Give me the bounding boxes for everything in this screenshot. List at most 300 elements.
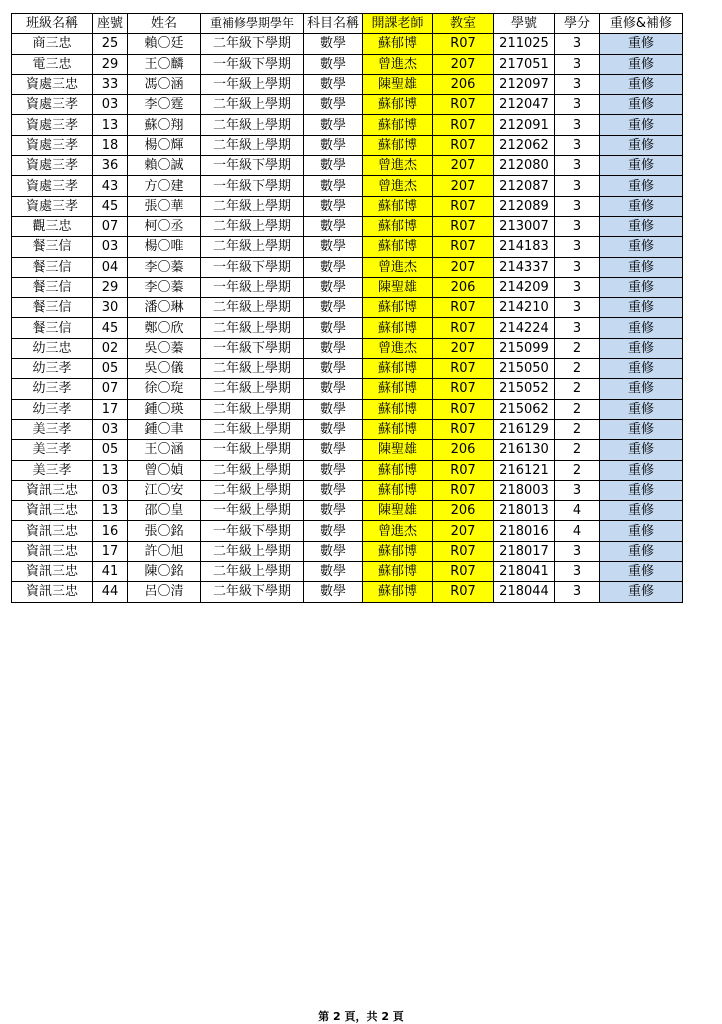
cell-teacher: 蘇郁博 xyxy=(363,480,433,500)
cell-retake-semester: 二年級上學期 xyxy=(201,359,304,379)
cell-credits: 3 xyxy=(555,115,600,135)
cell-subject: 數學 xyxy=(304,115,363,135)
cell-classroom: 207 xyxy=(433,257,494,277)
table-row xyxy=(12,419,683,439)
cell-credits: 3 xyxy=(555,34,600,54)
cell-credits: 3 xyxy=(555,176,600,196)
cell-credits: 2 xyxy=(555,359,600,379)
cell-student-name: 蘇〇翔 xyxy=(128,115,201,135)
cell-subject: 數學 xyxy=(304,216,363,236)
cell-student-name: 馮〇涵 xyxy=(128,74,201,94)
table-row xyxy=(12,480,683,500)
cell-retake-type: 重修 xyxy=(600,359,683,379)
table-row xyxy=(12,338,683,358)
cell-classroom: R07 xyxy=(433,399,494,419)
cell-retake-semester: 二年級上學期 xyxy=(201,216,304,236)
cell-student-name: 潘〇琳 xyxy=(128,298,201,318)
cell-retake-type: 重修 xyxy=(600,440,683,460)
cell-retake-semester: 一年級下學期 xyxy=(201,257,304,277)
cell-credits: 3 xyxy=(555,74,600,94)
cell-retake-type: 重修 xyxy=(600,176,683,196)
cell-retake-semester: 一年級下學期 xyxy=(201,156,304,176)
cell-subject: 數學 xyxy=(304,460,363,480)
cell-class-name: 資處三忠 xyxy=(12,74,93,94)
cell-classroom: R07 xyxy=(433,95,494,115)
cell-teacher: 蘇郁博 xyxy=(363,196,433,216)
cell-teacher: 蘇郁博 xyxy=(363,582,433,602)
cell-teacher: 陳聖雄 xyxy=(363,277,433,297)
cell-student-name: 王〇涵 xyxy=(128,440,201,460)
cell-retake-type: 重修 xyxy=(600,298,683,318)
cell-student-name: 鍾〇瑛 xyxy=(128,399,201,419)
cell-class-name: 資處三孝 xyxy=(12,95,93,115)
table-row xyxy=(12,196,683,216)
cell-classroom: R07 xyxy=(433,460,494,480)
cell-student-id: 214337 xyxy=(494,257,555,277)
cell-retake-type: 重修 xyxy=(600,237,683,257)
cell-retake-semester: 二年級上學期 xyxy=(201,419,304,439)
cell-student-id: 212062 xyxy=(494,135,555,155)
cell-student-id: 218044 xyxy=(494,582,555,602)
cell-class-name: 資處三孝 xyxy=(12,115,93,135)
cell-retake-type: 重修 xyxy=(600,196,683,216)
cell-classroom: R07 xyxy=(433,196,494,216)
table-row xyxy=(12,521,683,541)
table-row xyxy=(12,95,683,115)
cell-seat-number: 05 xyxy=(93,440,128,460)
cell-teacher: 曾進杰 xyxy=(363,156,433,176)
cell-seat-number: 13 xyxy=(93,460,128,480)
cell-student-id: 214209 xyxy=(494,277,555,297)
cell-retake-type: 重修 xyxy=(600,135,683,155)
cell-student-id: 218017 xyxy=(494,541,555,561)
table-row xyxy=(12,216,683,236)
cell-classroom: 206 xyxy=(433,501,494,521)
cell-retake-semester: 一年級下學期 xyxy=(201,54,304,74)
cell-classroom: R07 xyxy=(433,480,494,500)
cell-subject: 數學 xyxy=(304,54,363,74)
cell-retake-type: 重修 xyxy=(600,501,683,521)
cell-subject: 數學 xyxy=(304,237,363,257)
cell-retake-type: 重修 xyxy=(600,257,683,277)
cell-student-id: 212089 xyxy=(494,196,555,216)
cell-classroom: R07 xyxy=(433,34,494,54)
cell-teacher: 曾進杰 xyxy=(363,521,433,541)
cell-student-id: 212087 xyxy=(494,176,555,196)
cell-teacher: 蘇郁博 xyxy=(363,34,433,54)
cell-class-name: 幼三孝 xyxy=(12,379,93,399)
cell-seat-number: 03 xyxy=(93,237,128,257)
cell-class-name: 資訊三忠 xyxy=(12,541,93,561)
roster-body xyxy=(12,34,683,602)
cell-subject: 數學 xyxy=(304,582,363,602)
cell-student-name: 邵〇皇 xyxy=(128,501,201,521)
cell-seat-number: 03 xyxy=(93,419,128,439)
cell-retake-semester: 二年級上學期 xyxy=(201,460,304,480)
cell-classroom: R07 xyxy=(433,379,494,399)
header-student-name: 姓名 xyxy=(128,14,201,34)
table-row xyxy=(12,379,683,399)
table-row xyxy=(12,359,683,379)
table-row xyxy=(12,34,683,54)
cell-teacher: 蘇郁博 xyxy=(363,419,433,439)
cell-class-name: 資訊三忠 xyxy=(12,501,93,521)
cell-teacher: 蘇郁博 xyxy=(363,379,433,399)
cell-subject: 數學 xyxy=(304,257,363,277)
cell-classroom: 207 xyxy=(433,338,494,358)
cell-credits: 4 xyxy=(555,501,600,521)
cell-retake-type: 重修 xyxy=(600,277,683,297)
cell-credits: 3 xyxy=(555,562,600,582)
cell-student-name: 楊〇輝 xyxy=(128,135,201,155)
table-row xyxy=(12,176,683,196)
cell-retake-semester: 二年級下學期 xyxy=(201,582,304,602)
table-row xyxy=(12,237,683,257)
cell-credits: 2 xyxy=(555,338,600,358)
cell-credits: 3 xyxy=(555,156,600,176)
cell-seat-number: 18 xyxy=(93,135,128,155)
cell-classroom: 207 xyxy=(433,54,494,74)
cell-class-name: 美三孝 xyxy=(12,440,93,460)
cell-class-name: 資處三孝 xyxy=(12,176,93,196)
cell-class-name: 資訊三忠 xyxy=(12,562,93,582)
cell-student-id: 218041 xyxy=(494,562,555,582)
cell-student-id: 218013 xyxy=(494,501,555,521)
cell-student-name: 賴〇誠 xyxy=(128,156,201,176)
cell-class-name: 餐三信 xyxy=(12,257,93,277)
cell-teacher: 曾進杰 xyxy=(363,54,433,74)
cell-seat-number: 43 xyxy=(93,176,128,196)
cell-student-name: 賴〇廷 xyxy=(128,34,201,54)
cell-seat-number: 13 xyxy=(93,501,128,521)
cell-student-id: 216130 xyxy=(494,440,555,460)
cell-retake-type: 重修 xyxy=(600,338,683,358)
cell-student-name: 江〇安 xyxy=(128,480,201,500)
cell-classroom: R07 xyxy=(433,419,494,439)
table-row xyxy=(12,257,683,277)
cell-class-name: 電三忠 xyxy=(12,54,93,74)
cell-student-name: 李〇霆 xyxy=(128,95,201,115)
cell-subject: 數學 xyxy=(304,298,363,318)
cell-retake-semester: 二年級上學期 xyxy=(201,399,304,419)
cell-seat-number: 30 xyxy=(93,298,128,318)
cell-retake-type: 重修 xyxy=(600,521,683,541)
cell-seat-number: 07 xyxy=(93,379,128,399)
cell-student-id: 214224 xyxy=(494,318,555,338)
cell-classroom: 206 xyxy=(433,74,494,94)
cell-student-name: 曾〇媜 xyxy=(128,460,201,480)
cell-student-name: 李〇蓁 xyxy=(128,257,201,277)
cell-student-name: 方〇建 xyxy=(128,176,201,196)
page-footer: 第 2 頁，共 2 頁 xyxy=(318,1010,404,1023)
cell-classroom: 206 xyxy=(433,277,494,297)
cell-student-id: 218003 xyxy=(494,480,555,500)
cell-subject: 數學 xyxy=(304,277,363,297)
cell-credits: 3 xyxy=(555,257,600,277)
cell-class-name: 美三孝 xyxy=(12,460,93,480)
cell-classroom: R07 xyxy=(433,115,494,135)
cell-retake-semester: 二年級上學期 xyxy=(201,541,304,561)
cell-student-name: 吳〇蓁 xyxy=(128,338,201,358)
cell-classroom: R07 xyxy=(433,582,494,602)
cell-classroom: 206 xyxy=(433,440,494,460)
cell-retake-semester: 二年級上學期 xyxy=(201,135,304,155)
cell-subject: 數學 xyxy=(304,440,363,460)
cell-student-id: 212080 xyxy=(494,156,555,176)
cell-classroom: 207 xyxy=(433,521,494,541)
cell-student-name: 徐〇琁 xyxy=(128,379,201,399)
cell-teacher: 蘇郁博 xyxy=(363,541,433,561)
cell-seat-number: 29 xyxy=(93,54,128,74)
cell-teacher: 蘇郁博 xyxy=(363,115,433,135)
cell-retake-type: 重修 xyxy=(600,541,683,561)
cell-classroom: R07 xyxy=(433,562,494,582)
cell-student-id: 215052 xyxy=(494,379,555,399)
cell-retake-type: 重修 xyxy=(600,54,683,74)
cell-classroom: R07 xyxy=(433,541,494,561)
table-row xyxy=(12,298,683,318)
header-retake-semester: 重補修學期學年 xyxy=(201,14,304,34)
cell-retake-semester: 二年級上學期 xyxy=(201,115,304,135)
cell-student-name: 吳〇儀 xyxy=(128,359,201,379)
cell-class-name: 幼三孝 xyxy=(12,359,93,379)
cell-credits: 3 xyxy=(555,318,600,338)
cell-retake-semester: 二年級上學期 xyxy=(201,95,304,115)
cell-retake-semester: 一年級上學期 xyxy=(201,277,304,297)
cell-retake-semester: 一年級上學期 xyxy=(201,440,304,460)
cell-seat-number: 17 xyxy=(93,541,128,561)
cell-subject: 數學 xyxy=(304,135,363,155)
cell-teacher: 蘇郁博 xyxy=(363,237,433,257)
table-row xyxy=(12,440,683,460)
cell-teacher: 蘇郁博 xyxy=(363,399,433,419)
retake-roster-table xyxy=(11,13,683,603)
cell-teacher: 蘇郁博 xyxy=(363,359,433,379)
cell-credits: 3 xyxy=(555,582,600,602)
cell-retake-type: 重修 xyxy=(600,74,683,94)
cell-retake-semester: 二年級下學期 xyxy=(201,34,304,54)
cell-credits: 3 xyxy=(555,298,600,318)
cell-class-name: 觀三忠 xyxy=(12,216,93,236)
cell-teacher: 蘇郁博 xyxy=(363,216,433,236)
cell-seat-number: 04 xyxy=(93,257,128,277)
cell-seat-number: 17 xyxy=(93,399,128,419)
cell-retake-semester: 二年級上學期 xyxy=(201,318,304,338)
cell-retake-semester: 二年級上學期 xyxy=(201,298,304,318)
cell-retake-semester: 一年級下學期 xyxy=(201,521,304,541)
cell-student-id: 211025 xyxy=(494,34,555,54)
cell-retake-semester: 二年級上學期 xyxy=(201,480,304,500)
cell-classroom: R07 xyxy=(433,135,494,155)
cell-teacher: 陳聖雄 xyxy=(363,74,433,94)
cell-student-name: 陳〇銘 xyxy=(128,562,201,582)
cell-subject: 數學 xyxy=(304,34,363,54)
cell-seat-number: 13 xyxy=(93,115,128,135)
cell-retake-semester: 二年級上學期 xyxy=(201,562,304,582)
cell-seat-number: 03 xyxy=(93,95,128,115)
cell-subject: 數學 xyxy=(304,399,363,419)
cell-classroom: R07 xyxy=(433,298,494,318)
cell-classroom: R07 xyxy=(433,359,494,379)
cell-class-name: 資訊三忠 xyxy=(12,582,93,602)
cell-classroom: R07 xyxy=(433,237,494,257)
header-seat-number: 座號 xyxy=(93,14,128,34)
cell-class-name: 資訊三忠 xyxy=(12,521,93,541)
cell-student-id: 218016 xyxy=(494,521,555,541)
cell-subject: 數學 xyxy=(304,318,363,338)
cell-classroom: 207 xyxy=(433,176,494,196)
cell-subject: 數學 xyxy=(304,541,363,561)
cell-seat-number: 45 xyxy=(93,318,128,338)
cell-teacher: 陳聖雄 xyxy=(363,440,433,460)
table-row xyxy=(12,156,683,176)
table-row xyxy=(12,54,683,74)
cell-subject: 數學 xyxy=(304,419,363,439)
table-row xyxy=(12,318,683,338)
cell-student-name: 張〇銘 xyxy=(128,521,201,541)
cell-credits: 2 xyxy=(555,440,600,460)
cell-student-id: 215050 xyxy=(494,359,555,379)
cell-credits: 2 xyxy=(555,379,600,399)
cell-seat-number: 25 xyxy=(93,34,128,54)
header-credits: 學分 xyxy=(555,14,600,34)
cell-subject: 數學 xyxy=(304,74,363,94)
cell-classroom: 207 xyxy=(433,156,494,176)
cell-subject: 數學 xyxy=(304,95,363,115)
cell-subject: 數學 xyxy=(304,176,363,196)
cell-class-name: 餐三信 xyxy=(12,298,93,318)
cell-subject: 數學 xyxy=(304,196,363,216)
cell-student-id: 213007 xyxy=(494,216,555,236)
cell-student-name: 鄭〇欣 xyxy=(128,318,201,338)
cell-retake-type: 重修 xyxy=(600,399,683,419)
table-header-row xyxy=(12,14,683,34)
cell-seat-number: 44 xyxy=(93,582,128,602)
header-subject: 科目名稱 xyxy=(304,14,363,34)
table-row xyxy=(12,562,683,582)
cell-classroom: R07 xyxy=(433,216,494,236)
cell-subject: 數學 xyxy=(304,521,363,541)
cell-teacher: 曾進杰 xyxy=(363,338,433,358)
cell-retake-type: 重修 xyxy=(600,562,683,582)
cell-student-id: 215062 xyxy=(494,399,555,419)
cell-credits: 3 xyxy=(555,216,600,236)
cell-student-id: 214210 xyxy=(494,298,555,318)
cell-credits: 3 xyxy=(555,480,600,500)
cell-retake-type: 重修 xyxy=(600,34,683,54)
cell-student-name: 呂〇清 xyxy=(128,582,201,602)
header-classroom: 教室 xyxy=(433,14,494,34)
cell-teacher: 蘇郁博 xyxy=(363,298,433,318)
header-retake-type: 重修&補修 xyxy=(600,14,683,34)
cell-student-id: 214183 xyxy=(494,237,555,257)
cell-student-name: 柯〇丞 xyxy=(128,216,201,236)
cell-teacher: 曾進杰 xyxy=(363,257,433,277)
cell-retake-semester: 二年級上學期 xyxy=(201,196,304,216)
cell-retake-type: 重修 xyxy=(600,318,683,338)
cell-student-name: 張〇華 xyxy=(128,196,201,216)
cell-retake-semester: 一年級上學期 xyxy=(201,74,304,94)
header-teacher: 開課老師 xyxy=(363,14,433,34)
cell-teacher: 曾進杰 xyxy=(363,176,433,196)
cell-credits: 4 xyxy=(555,521,600,541)
cell-class-name: 幼三孝 xyxy=(12,399,93,419)
cell-classroom: R07 xyxy=(433,318,494,338)
cell-credits: 3 xyxy=(555,135,600,155)
cell-student-name: 李〇蓁 xyxy=(128,277,201,297)
cell-subject: 數學 xyxy=(304,379,363,399)
cell-seat-number: 33 xyxy=(93,74,128,94)
cell-seat-number: 16 xyxy=(93,521,128,541)
table-row xyxy=(12,582,683,602)
cell-student-name: 鍾〇聿 xyxy=(128,419,201,439)
cell-retake-type: 重修 xyxy=(600,216,683,236)
cell-credits: 2 xyxy=(555,399,600,419)
cell-teacher: 蘇郁博 xyxy=(363,460,433,480)
table-row xyxy=(12,74,683,94)
cell-class-name: 資訊三忠 xyxy=(12,480,93,500)
cell-student-name: 許〇旭 xyxy=(128,541,201,561)
cell-class-name: 美三孝 xyxy=(12,419,93,439)
cell-teacher: 蘇郁博 xyxy=(363,318,433,338)
cell-credits: 2 xyxy=(555,419,600,439)
cell-subject: 數學 xyxy=(304,501,363,521)
cell-seat-number: 41 xyxy=(93,562,128,582)
header-class-name: 班級名稱 xyxy=(12,14,93,34)
cell-seat-number: 29 xyxy=(93,277,128,297)
table-row xyxy=(12,399,683,419)
table-row xyxy=(12,277,683,297)
cell-retake-type: 重修 xyxy=(600,156,683,176)
cell-teacher: 蘇郁博 xyxy=(363,95,433,115)
cell-credits: 2 xyxy=(555,460,600,480)
cell-class-name: 餐三信 xyxy=(12,237,93,257)
cell-student-name: 王〇麟 xyxy=(128,54,201,74)
cell-credits: 3 xyxy=(555,541,600,561)
cell-class-name: 資處三孝 xyxy=(12,135,93,155)
cell-seat-number: 05 xyxy=(93,359,128,379)
cell-class-name: 資處三孝 xyxy=(12,156,93,176)
cell-seat-number: 02 xyxy=(93,338,128,358)
cell-retake-type: 重修 xyxy=(600,582,683,602)
cell-retake-type: 重修 xyxy=(600,419,683,439)
cell-credits: 3 xyxy=(555,196,600,216)
cell-subject: 數學 xyxy=(304,338,363,358)
cell-class-name: 商三忠 xyxy=(12,34,93,54)
cell-credits: 3 xyxy=(555,277,600,297)
cell-credits: 3 xyxy=(555,95,600,115)
cell-retake-type: 重修 xyxy=(600,379,683,399)
cell-class-name: 餐三信 xyxy=(12,277,93,297)
cell-credits: 3 xyxy=(555,54,600,74)
cell-subject: 數學 xyxy=(304,480,363,500)
cell-subject: 數學 xyxy=(304,156,363,176)
table-row xyxy=(12,135,683,155)
cell-retake-semester: 一年級下學期 xyxy=(201,338,304,358)
cell-seat-number: 03 xyxy=(93,480,128,500)
cell-teacher: 蘇郁博 xyxy=(363,135,433,155)
cell-student-id: 212091 xyxy=(494,115,555,135)
cell-seat-number: 07 xyxy=(93,216,128,236)
cell-retake-semester: 二年級上學期 xyxy=(201,237,304,257)
cell-student-id: 215099 xyxy=(494,338,555,358)
cell-student-id: 212097 xyxy=(494,74,555,94)
cell-teacher: 蘇郁博 xyxy=(363,562,433,582)
cell-subject: 數學 xyxy=(304,562,363,582)
cell-retake-type: 重修 xyxy=(600,480,683,500)
cell-class-name: 餐三信 xyxy=(12,318,93,338)
cell-student-id: 216129 xyxy=(494,419,555,439)
